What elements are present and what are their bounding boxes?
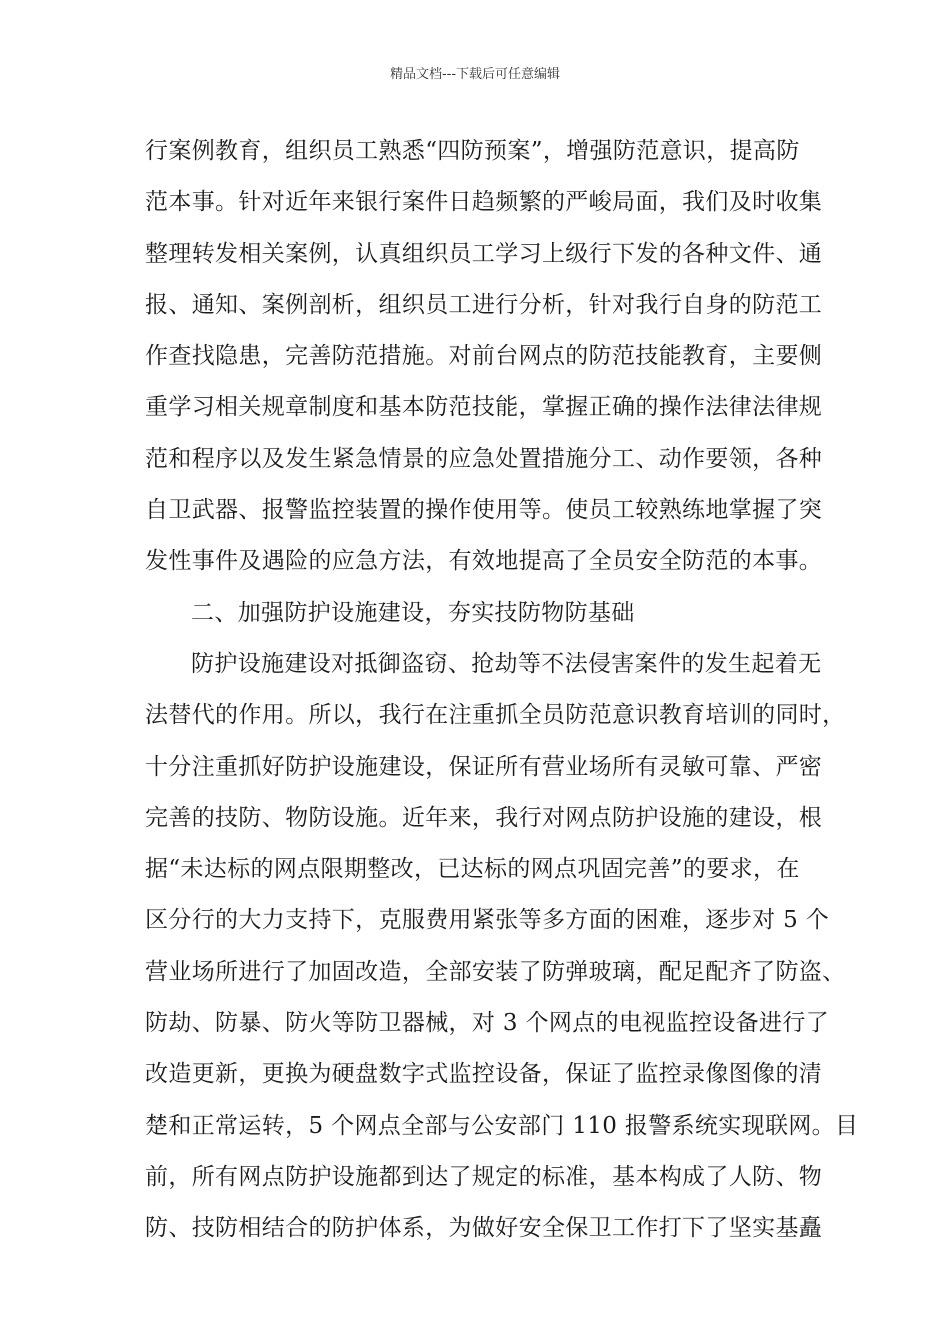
- text-line: 十分注重抓好防护设施建设，保证所有营业场所有灵敏可靠、严密: [145, 753, 823, 780]
- body-text: [145, 126, 859, 1255]
- text-line: 完善的技防、物防设施。近年来，我行对网点防护设施的建设，根: [145, 804, 823, 831]
- text-line: 行案例教育，组织员工熟悉“四防预案”，增强防范意识，提高防: [145, 138, 800, 164]
- text-line: 前，所有网点防护设施都到达了规定的标准，基本构成了人防、物: [145, 1163, 823, 1190]
- text-line: 楚和正常运转，5 个网点全部与公安部门 110 报警系统实现联网。目: [145, 1112, 859, 1139]
- text-line: 发性事件及遇险的应急方法，有效地提高了全员安全防范的本事。: [145, 548, 823, 575]
- text-line: 范和程序以及发生紧急情景的应急处置措施分工、动作要领，各种: [145, 445, 823, 472]
- text-line: 防、技防相结合的防护体系，为做好安全保卫工作打下了坚实基矗: [145, 1215, 823, 1242]
- text-line: 改造更新，更换为硬盘数字式监控设备，保证了监控录像图像的清: [145, 1061, 823, 1088]
- text-line: 报、通知、案例剖析，组织员工进行分析，针对我行自身的防范工: [145, 291, 823, 318]
- text-line: 作查找隐患，完善防范措施。对前台网点的防范技能教育，主要侧: [145, 343, 823, 370]
- text-line: 法替代的作用。所以，我行在注重抓全员防范意识教育培训的同时，: [145, 702, 846, 729]
- text-line: 自卫武器、报警监控装置的操作使用等。使员工较熟练地掌握了突: [145, 497, 823, 524]
- text-line: 重学习相关规章制度和基本防范技能，掌握正确的操作法律法律规: [145, 394, 823, 421]
- text-line: 据“未达标的网点限期整改，已达标的网点巩固完善”的要求，在: [145, 856, 800, 883]
- text-line: 范本事。针对近年来银行案件日趋频繁的严峻局面，我们及时收集: [145, 189, 823, 216]
- paragraph-first-line: 防护设施建设对抵御盗窃、抢劫等不法侵害案件的发生起着无: [191, 650, 822, 677]
- text-line: 整理转发相关案例，认真组织员工学习上级行下发的各种文件、通: [145, 240, 823, 267]
- page-header: 精品文档---下载后可任意编辑: [389, 67, 561, 82]
- text-line: 营业场所进行了加固改造，全部安装了防弹玻璃，配足配齐了防盗、: [145, 958, 846, 985]
- section-heading: 二、加强防护设施建设，夯实技防物防基础: [191, 599, 635, 626]
- text-line: 防劫、防暴、防火等防卫器械，对 3 个网点的电视监控设备进行了: [145, 1010, 830, 1037]
- text-line: 区分行的大力支持下，克服费用紧张等多方面的困难，逐步对 5 个: [145, 907, 830, 934]
